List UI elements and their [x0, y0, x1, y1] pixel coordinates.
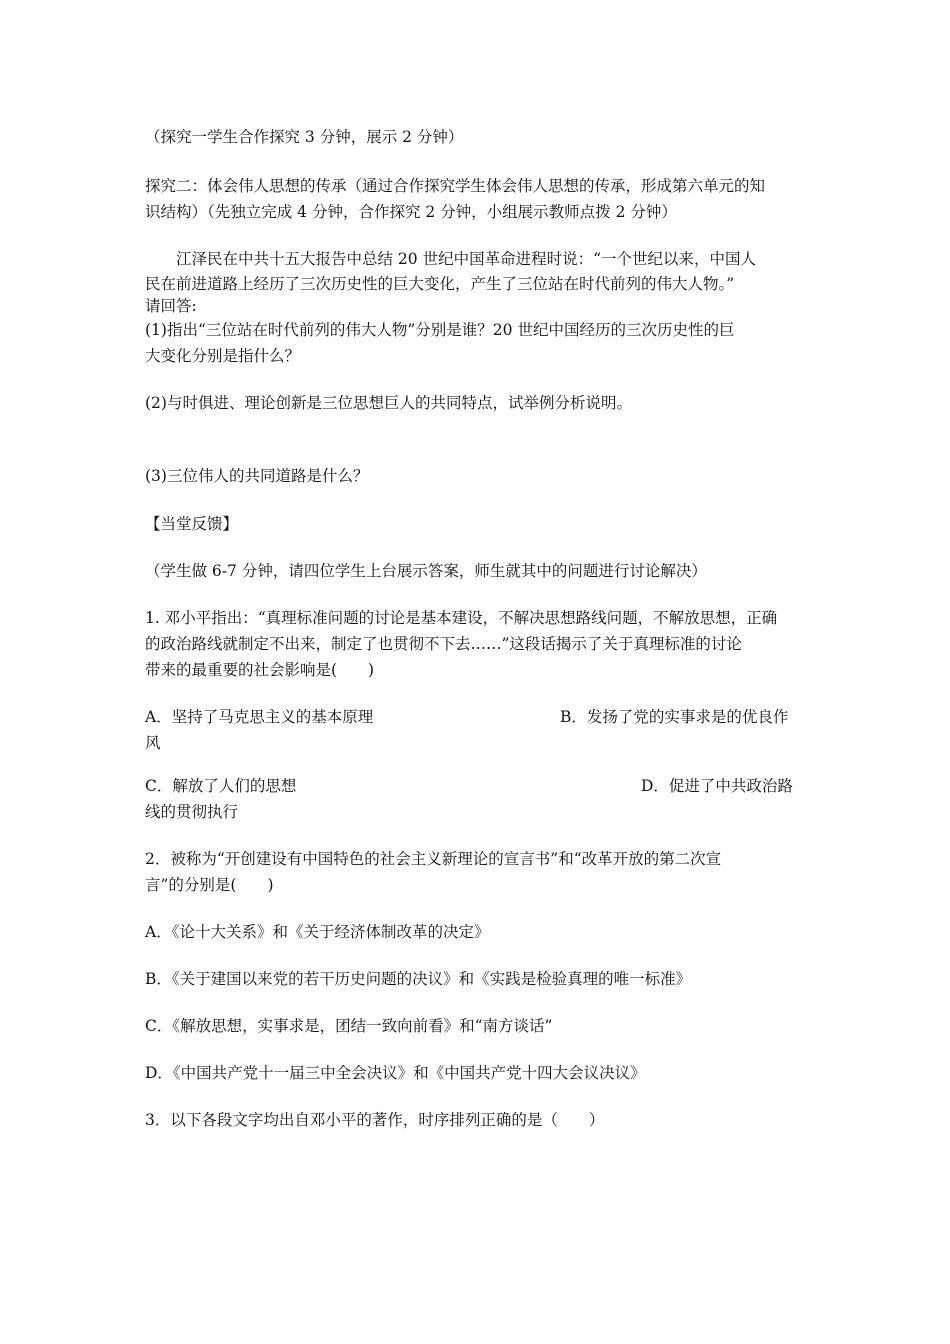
question-2-prompt: (2)与时俱进、理论创新是三位思想巨人的共同特点，试举例分析说明。 — [145, 394, 632, 412]
quote-line3: 请回答: — [145, 297, 197, 315]
mc3-line1: 3．以下各段文字均出自邓小平的著作，时序排列正确的是（ ） — [145, 1111, 605, 1129]
mc1-option-d-wrap: 线的贯彻执行 — [145, 803, 239, 821]
mc1-line1: 1. 邓小平指出：“真理标准问题的讨论是基本建设，不解决思想路线问题，不解放思想，正确 — [145, 609, 778, 627]
mc1-option-c: C．解放了人们的思想 — [145, 777, 297, 795]
mc1-line2: 的政治路线就制定不出来，制定了也贯彻不下去……”这段话揭示了关于真理标准的讨论 — [145, 635, 742, 653]
quote-line2: 民在前进道路上经历了三次历史性的巨大变化，产生了三位站在时代前列的伟大人物。” — [145, 275, 735, 293]
question-3-prompt: (3)三位伟人的共同道路是什么？ — [145, 467, 369, 485]
mc1-option-d: D．促进了中共政治路 — [641, 777, 793, 795]
mc1-option-b-wrap: 风 — [145, 734, 161, 752]
feedback-heading: 【当堂反馈】 — [145, 515, 239, 533]
question-1-line2: 大变化分别是指什么？ — [145, 347, 301, 365]
section2-title-line2: 识结构）（先独立完成 4 分钟，合作探究 2 分钟，小组展示教师点拨 2 分钟） — [145, 203, 677, 221]
mc1-line3: 带来的最重要的社会影响是( ) — [145, 661, 375, 679]
mc1-option-b: B．发扬了党的实事求是的优良作 — [560, 708, 789, 726]
section1-note: （探究一学生合作探究 3 分钟，展示 2 分钟） — [145, 128, 464, 146]
feedback-note: （学生做 6-7 分钟，请四位学生上台展示答案，师生就其中的问题进行讨论解决） — [145, 562, 707, 580]
quote-line1: 江泽民在中共十五大报告中总结 20 世纪中国革命进程时说：“一个世纪以来，中国人 — [176, 250, 757, 268]
mc2-line2: 言”的分别是( ) — [145, 876, 274, 894]
section2-title-line1: 探究二：体会伟人思想的传承（通过合作探究学生体会伟人思想的传承，形成第六单元的知 — [145, 177, 766, 195]
mc2-option-b: B．《关于建国以来党的若干历史问题的决议》和《实践是检验真理的唯一标准》 — [145, 970, 692, 988]
question-1-line1: (1)指出“三位站在时代前列的伟大人物”分别是谁？20 世纪中国经历的三次历史性的巨 — [145, 321, 735, 339]
mc1-option-a: A．坚持了马克思主义的基本原理 — [145, 708, 374, 726]
mc2-line1: 2．被称为“开创建设有中国特色的社会主义新理论的宣言书”和“改革开放的第二次宣 — [145, 850, 722, 868]
mc2-option-d: D．《中国共产党十一届三中全会决议》和《中国共产党十四大会议决议》 — [145, 1064, 646, 1082]
mc2-option-a: A．《论十大关系》和《关于经济体制改革的决定》 — [145, 923, 490, 941]
mc2-option-c: C．《解放思想，实事求是，团结一致向前看》和“南方谈话” — [145, 1017, 553, 1035]
